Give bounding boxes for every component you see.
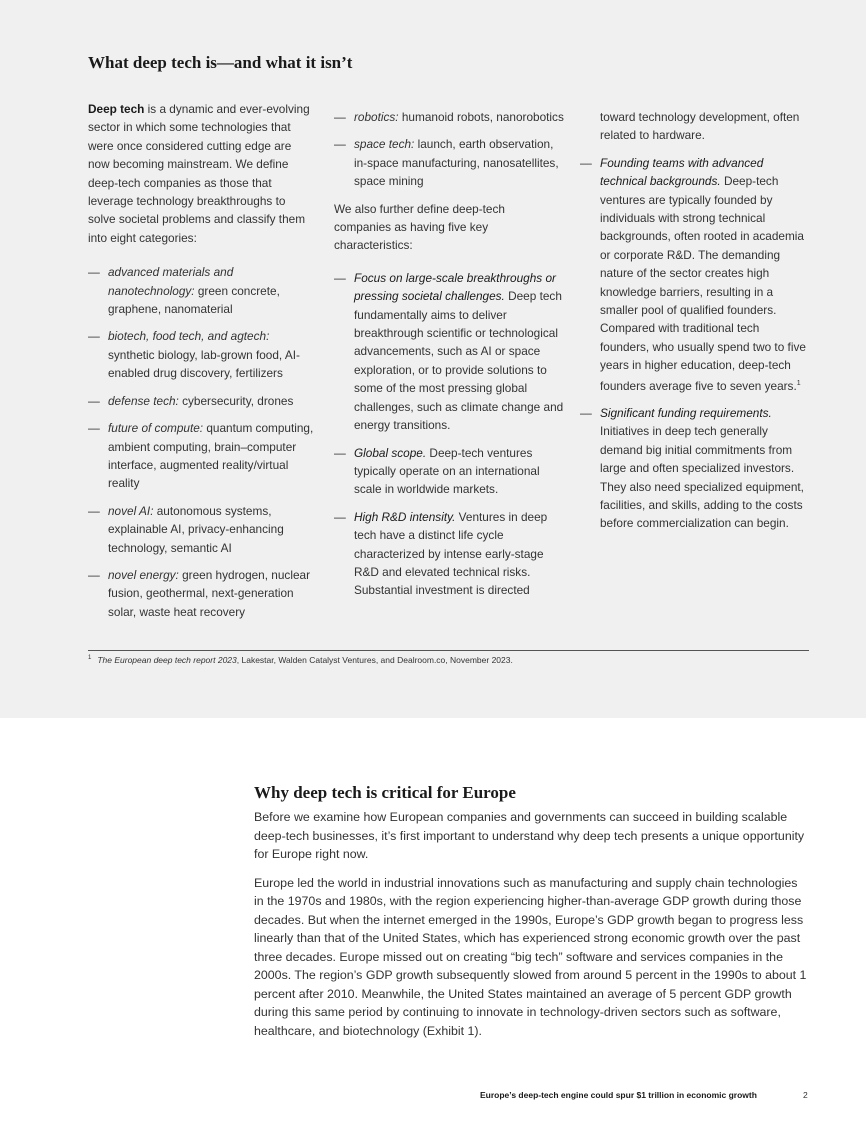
characteristic-desc: Deep-tech ventures typically operate on an international scale in worldwide markets. xyxy=(354,445,540,497)
dash-bullet: — xyxy=(580,406,592,421)
intro-paragraph xyxy=(88,100,314,247)
category-term: future of compute: xyxy=(108,421,204,436)
category-desc: launch, earth observation, in-space manufacturing, nanosatellites, space mining xyxy=(354,137,559,189)
list-item xyxy=(334,108,564,126)
sidebar-column-1 xyxy=(88,100,314,630)
characteristic-term: Significant funding requirements. xyxy=(600,406,772,421)
characteristic-desc: Deep tech fundamentally aims to deliver breakthrough scientific or technological advancements, such as AI or space exploration, or to provide solutions to some of the most pressing global challenges, such as climate change and energy transitions. xyxy=(354,289,564,433)
dash-bullet: — xyxy=(88,329,100,344)
category-desc: quantum computing, ambient computing, brain–computer interface, augmented reality/virtual reality xyxy=(108,421,314,491)
category-term: advanced materials and nanotechnology: xyxy=(108,265,234,298)
sidebar-column-2 xyxy=(334,108,564,609)
sidebar-title: What deep tech is—and what it isn’t xyxy=(88,53,353,72)
section-title: Why deep tech is critical for Europe xyxy=(254,783,516,802)
footnote-divider xyxy=(88,650,809,651)
dash-bullet: — xyxy=(334,110,346,124)
list-item xyxy=(88,502,314,557)
list-item xyxy=(88,263,314,318)
characteristics-list xyxy=(334,269,564,600)
dash-bullet: — xyxy=(88,567,100,582)
sidebar-column-3 xyxy=(580,108,810,542)
dash-bullet: — xyxy=(88,393,100,408)
dash-bullet: — xyxy=(334,137,346,152)
category-term: novel AI: xyxy=(108,503,154,518)
characteristics-intro: We also further define deep-tech companies as having five key characteristics: xyxy=(334,201,505,253)
characteristics-list-continued xyxy=(580,154,810,533)
list-item xyxy=(88,327,314,382)
category-list xyxy=(88,263,314,621)
footnote-number: 1 xyxy=(88,655,92,662)
intro-text: is a dynamic and ever-evolving sector in which some technologies that were once considered cutting edge are now becoming mainstream. We define deep-tech companies as those that leverage technology breakthroughs to solve societal problems and classify them into eight categories: xyxy=(88,102,310,245)
characteristic-term: Founding teams with advanced technical backgrounds. xyxy=(600,155,764,189)
section-body xyxy=(254,808,810,1050)
category-desc: cybersecurity, drones xyxy=(178,393,294,408)
category-term: robotics: xyxy=(354,110,399,124)
dash-bullet: — xyxy=(88,503,100,518)
category-desc: synthetic biology, lab-grown food, AI-enabled drug discovery, fertilizers xyxy=(108,347,300,381)
footnote-source-rest: , Lakestar, Walden Catalyst Ventures, and Dealroom.co, November 2023. xyxy=(236,655,513,665)
dash-bullet: — xyxy=(580,155,592,170)
category-term: space tech: xyxy=(354,137,415,152)
dash-bullet: — xyxy=(88,421,100,436)
characteristic-desc: Initiatives in deep tech generally demand big initial commitments from large and often specialized investors. They also need specialized equipment, facilities, and skills, adding to the costs before commercialization can begin. xyxy=(600,424,804,531)
characteristic-term: Global scope. xyxy=(354,445,427,460)
list-item xyxy=(580,154,810,395)
list-item xyxy=(334,508,564,600)
category-term: biotech, food tech, and agtech: xyxy=(108,329,270,344)
list-item xyxy=(88,392,314,410)
dash-bullet: — xyxy=(334,445,346,460)
list-item xyxy=(88,419,314,493)
characteristic-term: Focus on large-scale breakthroughs or pressing societal challenges. xyxy=(354,270,556,304)
dash-bullet: — xyxy=(88,265,100,280)
category-term: defense tech: xyxy=(108,393,179,408)
characteristic-term: High R&D intensity. xyxy=(354,509,456,524)
category-term: novel energy: xyxy=(108,567,179,582)
continuation-text xyxy=(580,108,810,145)
continuation-span: toward technology development, often related to hardware. xyxy=(600,110,800,143)
footnote-source-title: The European deep tech report 2023 xyxy=(97,655,237,665)
characteristic-desc: Deep-tech ventures are typically founded by individuals with strong technical backgrounds, often rooted in academia or corporate R&D. The demanding nature of the sector creates high knowledge barriers, resulting in a smaller pool of qualified founders. Compared with traditional tech founders, who usually spend two to five years in higher education, deep-tech founders average five to seven years. xyxy=(600,174,806,393)
category-list-continued xyxy=(334,108,564,191)
body-paragraph: Before we examine how European companies and governments can succeed in building scalable deep-tech businesses, it’s first important to understand why deep tech presents a unique opportunity for Europe right now. xyxy=(254,810,805,861)
list-item xyxy=(580,404,810,533)
category-desc: humanoid robots, nanorobotics xyxy=(398,110,564,124)
footnote-ref[interactable]: 1 xyxy=(796,379,801,387)
body-paragraph: Europe led the world in industrial innovations such as manufacturing and supply chain technologies in the 1970s and 1980s, with the region experiencing higher-than-average GDP growth during those decades. But when the internet emerged in the 1990s, Europe’s GDP growth began to progress less linearly than that of the United States, which has experienced strong economic growth over the past three decades. Europe missed out on creating “big tech” software and services companies in the 2000s. The region’s GDP growth subsequently slowed from around 5 percent in the 1990s to about 1 percent after 2010. Meanwhile, the United States maintained an average of 5 percent GDP growth during this same period by continuing to innovate in technology-driven sectors such as software, healthcare, and biotechnology (Exhibit 1). xyxy=(254,875,807,1038)
dash-bullet: — xyxy=(334,509,346,524)
page-number: 2 xyxy=(803,1090,808,1100)
category-desc: green concrete, graphene, nanomaterial xyxy=(108,283,280,317)
category-desc: green hydrogen, nuclear fusion, geothermal, next-generation solar, waste heat recovery xyxy=(108,567,310,619)
list-item xyxy=(334,269,564,435)
list-item xyxy=(334,135,564,190)
category-desc: autonomous systems, explainable AI, privacy-enhancing technology, semantic AI xyxy=(108,503,284,555)
list-item xyxy=(88,566,314,621)
dash-bullet: — xyxy=(334,270,346,285)
characteristic-desc: Ventures in deep tech have a distinct life cycle characterized by intense early-stage R&D and elevated technical risks. Substantial investment is directed xyxy=(354,509,548,598)
footer-title: Europe’s deep-tech engine could spur $1 trillion in economic growth xyxy=(480,1090,757,1100)
list-item xyxy=(334,444,564,499)
intro-bold-term: Deep tech xyxy=(88,102,145,116)
footnote xyxy=(88,655,513,665)
